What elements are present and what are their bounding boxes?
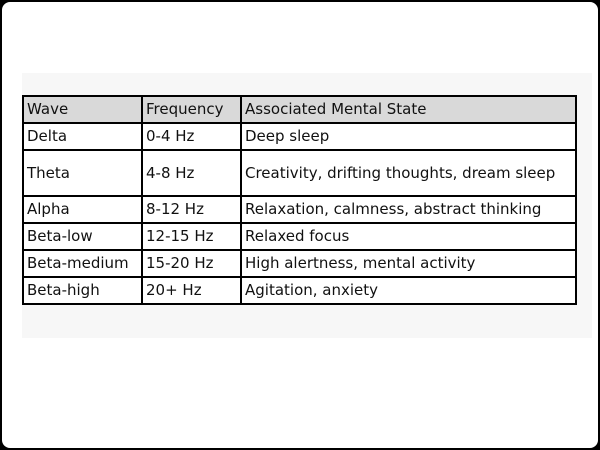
cell-wave: Beta-high — [23, 277, 142, 304]
cell-mental-state: Creativity, drifting thoughts, dream sleep — [241, 150, 576, 196]
cell-frequency: 8-12 Hz — [142, 196, 241, 223]
cell-wave: Beta-low — [23, 223, 142, 250]
cell-wave: Theta — [23, 150, 142, 196]
table-row — [23, 250, 576, 277]
table-header-row — [23, 96, 576, 123]
header-wave: Wave — [23, 96, 142, 123]
cell-frequency: 0-4 Hz — [142, 123, 241, 150]
brainwave-table — [22, 95, 577, 305]
header-mental-state: Associated Mental State — [241, 96, 576, 123]
table-row — [23, 196, 576, 223]
table-row — [23, 150, 576, 196]
cell-wave: Alpha — [23, 196, 142, 223]
cell-mental-state: Agitation, anxiety — [241, 277, 576, 304]
cell-wave: Delta — [23, 123, 142, 150]
cell-frequency: 20+ Hz — [142, 277, 241, 304]
cell-wave: Beta-medium — [23, 250, 142, 277]
cell-frequency: 4-8 Hz — [142, 150, 241, 196]
cell-mental-state: Relaxation, calmness, abstract thinking — [241, 196, 576, 223]
table-row — [23, 123, 576, 150]
cell-frequency: 15-20 Hz — [142, 250, 241, 277]
cell-frequency: 12-15 Hz — [142, 223, 241, 250]
cell-mental-state: High alertness, mental activity — [241, 250, 576, 277]
table-row — [23, 277, 576, 304]
cell-mental-state: Deep sleep — [241, 123, 576, 150]
header-frequency: Frequency — [142, 96, 241, 123]
cell-mental-state: Relaxed focus — [241, 223, 576, 250]
table-row — [23, 223, 576, 250]
